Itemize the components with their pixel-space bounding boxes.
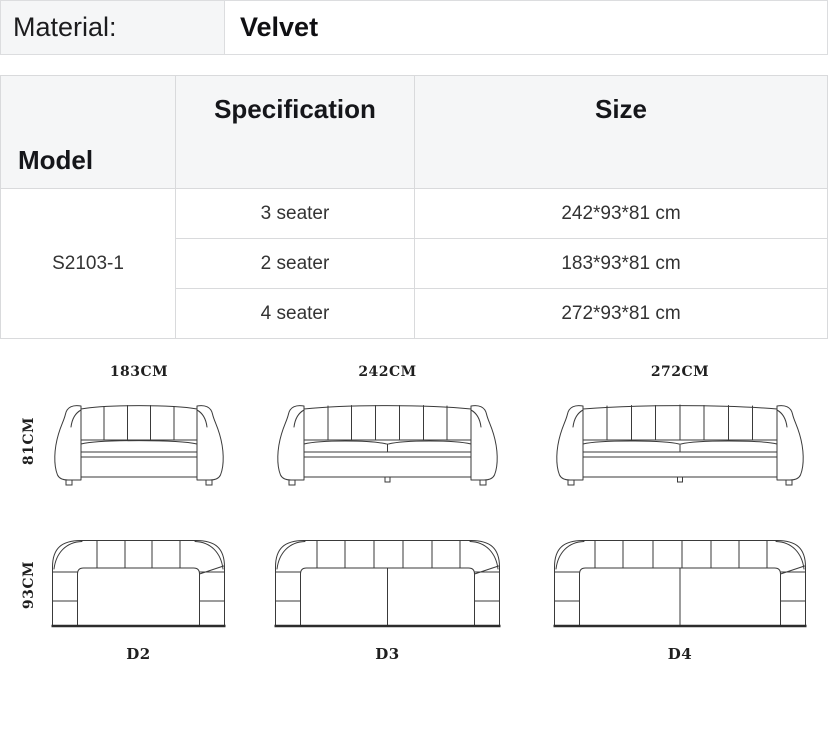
- sofa-4-seater-top-view-drawing: [552, 537, 808, 628]
- material-table: [0, 0, 828, 55]
- specification-cell: 3 seater: [176, 189, 415, 239]
- specification-cell: 4 seater: [176, 289, 415, 339]
- sofa-4-seater-front-view-drawing: [552, 402, 808, 487]
- specification-column-header: Specification: [176, 76, 415, 189]
- material-row: [1, 1, 828, 55]
- size-cell: 183*93*81 cm: [415, 239, 828, 289]
- material-value: Velvet: [225, 1, 828, 55]
- size-cell: 242*93*81 cm: [415, 189, 828, 239]
- specification-table: [0, 75, 828, 339]
- table-row: [1, 189, 828, 239]
- code-label-d3: D3: [375, 645, 400, 663]
- size-column-header: Size: [415, 76, 828, 189]
- code-label-d4: D4: [667, 645, 693, 663]
- model-column-header: Model: [1, 76, 176, 189]
- spec-header-row: [1, 76, 828, 189]
- sofa-2-seater-top-view-drawing: [50, 537, 227, 628]
- width-label-242cm: 242CM: [358, 364, 417, 380]
- width-label-272cm: 272CM: [650, 364, 710, 380]
- code-label-d2: D2: [126, 645, 151, 663]
- sofa-3-seater-front-view-drawing: [273, 402, 502, 487]
- material-label: Material:: [1, 1, 225, 55]
- size-cell: 272*93*81 cm: [415, 289, 828, 339]
- model-value: S2103-1: [1, 189, 176, 339]
- depth-label-93cm: 93CM: [21, 560, 37, 610]
- specification-cell: 2 seater: [176, 239, 415, 289]
- width-label-183cm: 183CM: [109, 364, 169, 380]
- sofa-2-seater-front-view-drawing: [50, 402, 228, 487]
- sofa-3-seater-top-view-drawing: [273, 537, 502, 628]
- height-label-81cm: 81CM: [21, 416, 37, 466]
